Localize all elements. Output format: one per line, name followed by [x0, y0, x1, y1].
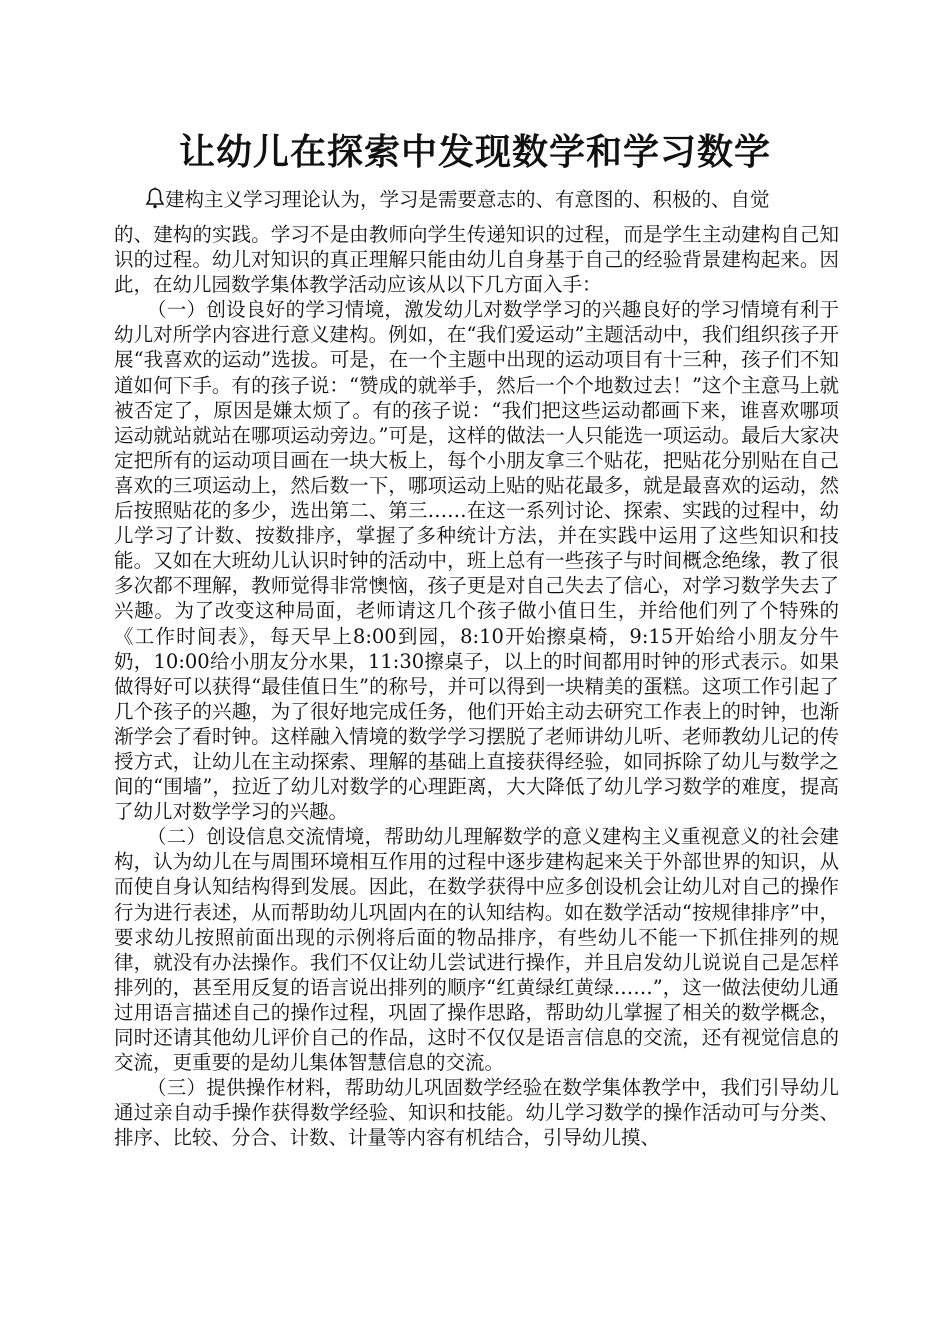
intro-first-line-text: 建构主义学习理论认为，学习是需要意志的、有意图的、积极的、自觉	[165, 188, 770, 211]
paragraph-section-1: （一）创设良好的学习情境，激发幼儿对数学学习的兴趣良好的学习情境有利于幼儿对所学内容进行意义建构。例如，在“我们爱运动”主题活动中，我们组织孩子开展“我喜欢的运动”选拔。可是，在一个主题中出现的运动项目有十三种，孩子们不知道如何下手。有的孩子说：“赞成的就举手，然后一个个地数过去！”这个主意马上就被否定了，原因是嫌太烦了。有的孩子说：“我们把这些运动都画下来，谁喜欢哪项运动就站就站在哪项运动旁边。”可是，这样的做法一人只能选一项运动。最后大家决定把所有的运动项目画在一块大板上，每个小朋友拿三个贴花，把贴花分别贴在自己喜欢的三项运动上，然后数一下，哪项运动上贴的贴花最多，就是最喜欢的运动，然后按照贴花的多少，选出第二、第三……在这一系列讨论、探索、实践的过程中，幼儿学习了计数、按数排序，掌握了多种统计方法，并在实践中运用了这些知识和技能。又如在大班幼儿认识时钟的活动中，班上总有一些孩子与时间概念绝缘，教了很多次都不理解，教师觉得非常懊恼，孩子更是对自己失去了信心，对学习数学失去了兴趣。为了改变这种局面，老师请这几个孩子做小值日生，并给他们列了个特殊的《工作时间表》，每天早上8:00到园，8:10开始擦桌椅，9:15开始给小朋友分牛奶，10:00给小朋友分水果，11:30擦桌子，以上的时间都用时钟的形式表示。如果做得好可以获得“最佳值日生”的称号，并可以得到一块精美的蛋糕。这项工作引起了几个孩子的兴趣，为了很好地完成任务，他们开始主动去研究工作表上的时钟，也渐渐学会了看时钟。这样融入情境的数学学习摆脱了老师讲幼儿听、老师教幼儿记的传授方式，让幼儿在主动探索、理解的基础上直接获得经验，如同拆除了幼儿与数学之间的“围墙”，拉近了幼儿对数学的心理距离，大大降低了幼儿学习数学的难度，提高了幼儿对数学学习的兴趣。	[114, 298, 839, 824]
intro-first-line	[145, 185, 845, 215]
document-title: 让幼儿在探索中发现数学和学习数学	[178, 131, 771, 173]
document-body	[114, 222, 839, 1150]
paragraph-section-2: （二）创设信息交流情境，帮助幼儿理解数学的意义建构主义重视意义的社会建构，认为幼儿在与周围环境相互作用的过程中逐步建构起来关于外部世界的知识，从而使自身认知结构得到发展。因此，在数学获得中应多创设机会让幼儿对自己的操作行为进行表述，从而帮助幼儿巩固内在的认知结构。如在数学活动“按规律排序”中，要求幼儿按照前面出现的示例将后面的物品排序，有些幼儿不能一下抓住排列的规律，就没有办法操作。我们不仅让幼儿尝试进行操作，并且启发幼儿说说自己是怎样排列的，甚至用反复的语言说出排列的顺序“红黄绿红黄绿……”，这一做法使幼儿通过用语言描述自己的操作过程，巩固了操作思路，帮助幼儿掌握了相关的数学概念，同时还请其他幼儿评价自己的作品，这时不仅仅是语言信息的交流，还有视觉信息的交流，更重要的是幼儿集体智慧信息的交流。	[114, 825, 839, 1075]
paragraph-intro-continued: 的、建构的实践。学习不是由教师向学生传递知识的过程，而是学生主动建构自己知识的过程。幼儿对知识的真正理解只能由幼儿自身基于自己的经验背景建构起来。因此，在幼儿园数学集体教学活动应该从以下几方面入手：	[114, 223, 839, 297]
paragraph-section-3: （三）提供操作材料，帮助幼儿巩固数学经验在数学集体教学中，我们引导幼儿通过亲自动手操作获得数学经验、知识和技能。幼儿学习数学的操作活动可与分类、排序、比较、分合、计数、计量等内容有机结合，引导幼儿摸、	[114, 1076, 839, 1150]
bell-icon	[145, 187, 165, 209]
